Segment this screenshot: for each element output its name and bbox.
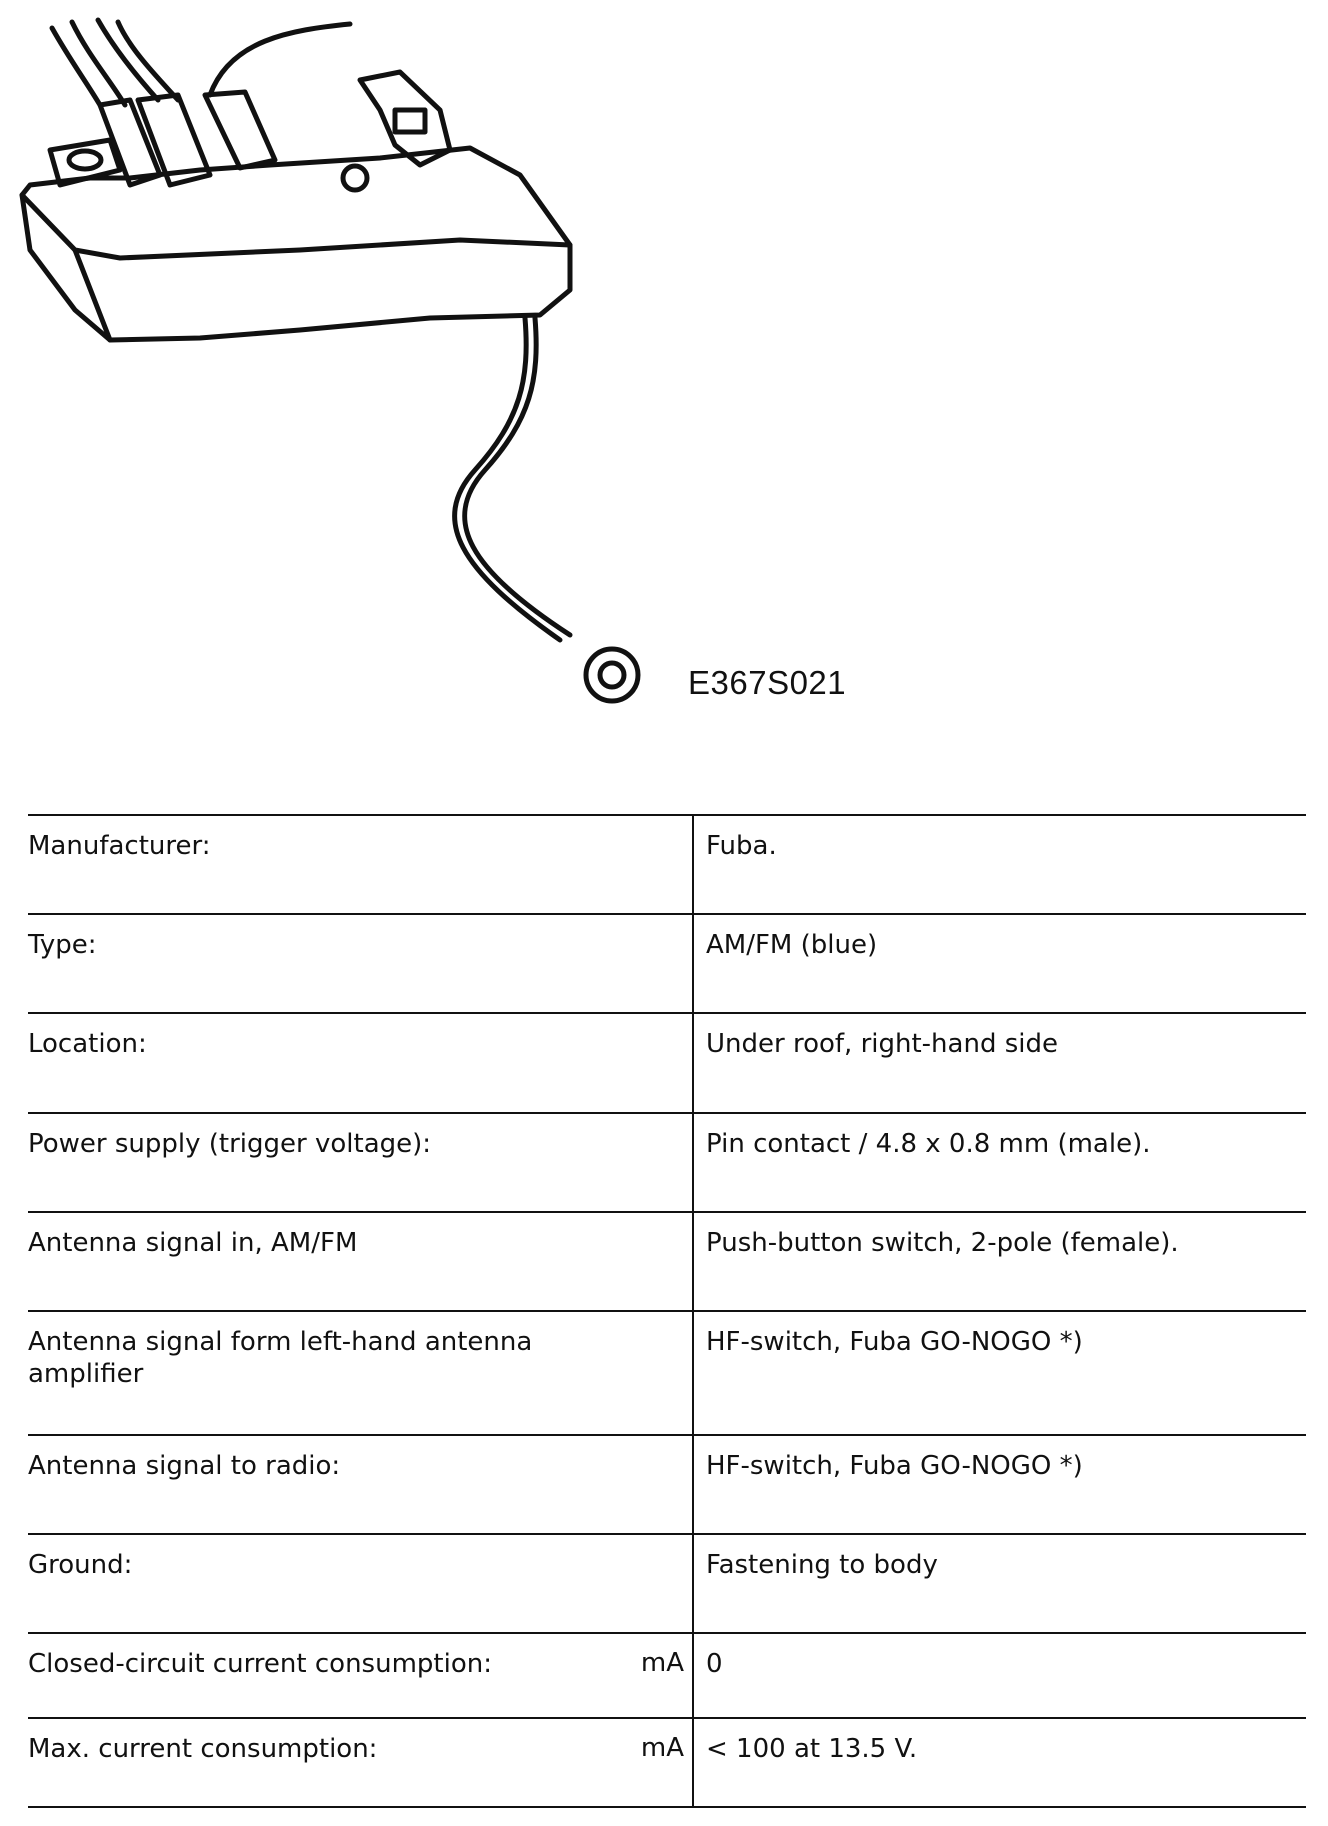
table-row [28, 913, 1306, 1012]
table-row [28, 1717, 1306, 1808]
table-row [28, 1310, 1306, 1434]
row-label: Type: [28, 930, 97, 960]
row-label: Antenna signal in, AM/FM [28, 1228, 358, 1258]
table-row [28, 1533, 1306, 1632]
specification-table [28, 814, 1306, 1808]
row-value: Under roof, right-hand side [706, 1029, 1058, 1059]
cable-5 [210, 24, 350, 95]
ring-terminal [586, 649, 638, 701]
row-label: Max. current consumption: [28, 1734, 378, 1764]
row-label: Manufacturer: [28, 831, 211, 861]
row-value: Push-button switch, 2-pole (female). [706, 1228, 1179, 1258]
row-label: Antenna signal form left-hand antenna amplifier [28, 1327, 533, 1389]
cable-2 [72, 22, 125, 105]
row-value: 0 [706, 1649, 723, 1679]
antenna-amplifier-illustration [0, 0, 1328, 740]
cable-3 [98, 20, 158, 100]
row-value: Fastening to body [706, 1550, 938, 1580]
table-row [28, 814, 1306, 913]
cable-1 [52, 28, 100, 105]
row-value: Pin contact / 4.8 x 0.8 mm (male). [706, 1129, 1151, 1159]
row-label: Power supply (trigger voltage): [28, 1129, 432, 1159]
table-row [28, 1211, 1306, 1310]
row-label: Antenna signal to radio: [28, 1451, 341, 1481]
table-row [28, 1012, 1306, 1112]
row-value: AM/FM (blue) [706, 930, 878, 960]
row-unit: mA [640, 1733, 684, 1763]
figure-caption: E367S021 [688, 664, 847, 701]
connector-3 [205, 92, 275, 168]
ground-wire [455, 318, 560, 640]
row-unit: mA [640, 1648, 684, 1678]
table-row [28, 1632, 1306, 1717]
row-value: HF-switch, Fuba GO-NOGO *) [706, 1327, 1083, 1357]
row-label: Ground: [28, 1550, 133, 1580]
row-value: < 100 at 13.5 V. [706, 1734, 918, 1764]
row-label: Location: [28, 1029, 147, 1059]
table-row [28, 1434, 1306, 1533]
amplifier-housing [22, 148, 570, 340]
row-value: Fuba. [706, 831, 777, 861]
table-row [28, 1112, 1306, 1211]
row-value: HF-switch, Fuba GO-NOGO *) [706, 1451, 1083, 1481]
row-label: Closed-circuit current consumption: [28, 1649, 492, 1679]
